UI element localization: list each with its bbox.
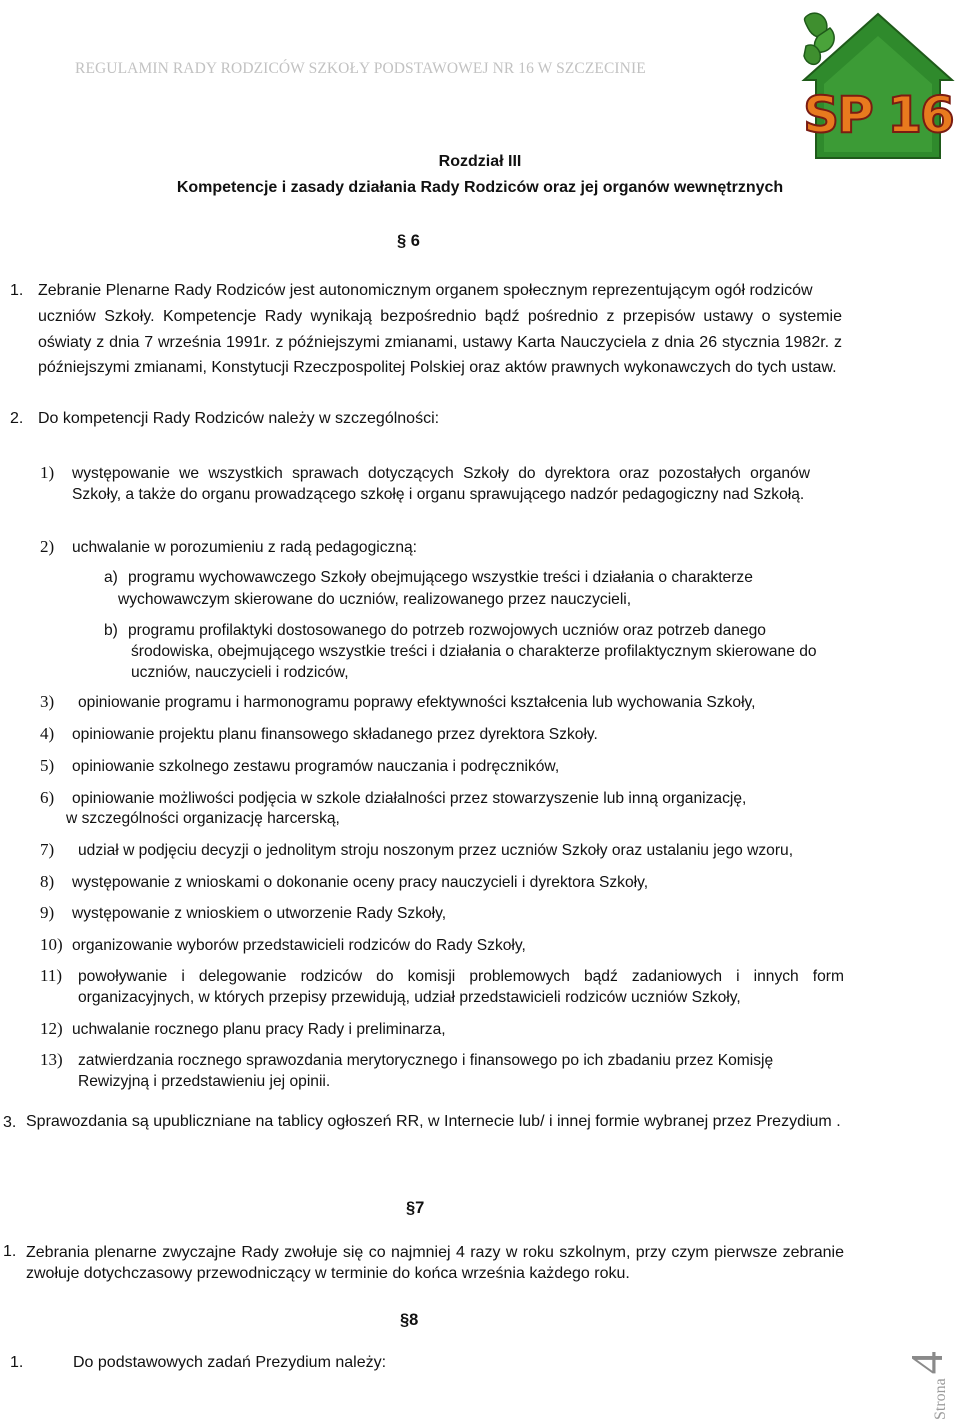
list-item: występowanie z wnioskami o dokonanie oceny pracy nauczycieli i dyrektora Szkoły, (72, 874, 649, 891)
page-number (890, 1340, 950, 1420)
list-item: organizowanie wyborów przedstawicieli rodziców do Rady Szkoły, (72, 937, 526, 954)
running-header: REGULAMIN RADY RODZICÓW SZKOŁY PODSTAWOWEJ NR 16 W SZCZECINIE (75, 60, 646, 77)
list-item-number: 10) (40, 935, 63, 954)
list-item-number: 13) (40, 1050, 63, 1069)
list-item: opiniowanie szkolnego zestawu programów nauczania i podręczników, (72, 758, 560, 775)
section-7-heading: §7 (406, 1199, 425, 1217)
logo-lettering: SP 16 (803, 86, 953, 144)
list-item-number: 12) (40, 1019, 63, 1038)
s6-p1-line1: Zebranie Plenarne Rady Rodziców jest autonomicznym organem społecznym reprezentującym ogół rodziców (38, 282, 813, 299)
subitem-first-line: programu profilaktyki dostosowanego do potrzeb rozwojowych uczniów oraz potrzeb danego (128, 622, 766, 639)
list-item-number: 3) (40, 692, 55, 711)
list-item-number: 11) (40, 966, 63, 985)
list-item-number: 1) (40, 463, 55, 482)
s6-p3-text: Sprawozdania są upubliczniane na tablicy ogłoszeń RR, w Internecie lub/ i innej formie wybranej przez Prezydium . (26, 1113, 841, 1130)
list-item-number: 5) (40, 756, 55, 775)
s6-p2-number: 2. (10, 410, 24, 427)
subitem-label: a) (104, 569, 118, 586)
list-item: opiniowanie możliwości podjęcia w szkole działalności przez stowarzyszenie lub inną organizację, (72, 790, 747, 807)
s8-p1-number: 1. (10, 1354, 24, 1371)
s8-p1-text: Do podstawowych zadań Prezydium należy: (73, 1354, 387, 1371)
chapter-title: Kompetencje i zasady działania Rady Rodziców oraz jej organów wewnętrznych (176, 179, 784, 196)
subitem-text: wychowawczym skierowane do uczniów, realizowanego przez nauczycieli, (118, 591, 632, 608)
list-item-number: 6) (40, 788, 55, 807)
list-item: zatwierdzania rocznego sprawozdania merytorycznego i finansowego po ich zbadaniu przez Komisję Rewizyjną i przedstawieniu jej opinii. (78, 1052, 774, 1090)
section-8-heading: §8 (400, 1311, 419, 1329)
list-item-number: 4) (40, 724, 55, 743)
s6-p2-text: Do kompetencji Rady Rodziców należy w szczególności: (38, 410, 440, 427)
list-item: powoływanie i delegowanie rodziców do komisji problemowych bądź zadaniowych i innych form organizacyjnych, w których przepisy przewidują, udział przedstawicieli rodziców uczniów Szkoły, (78, 968, 844, 1006)
list-item: występowanie we wszystkich sprawach dotyczących Szkoły do dyrektora oraz pozostałych organów Szkoły, a także do organu prowadzącego szkołę i organu sprawującego nadzór pedagogiczny nad Szkołą. (72, 465, 810, 503)
list-item: uchwalanie w porozumieniu z radą pedagogiczną: (72, 539, 418, 556)
list-item-number: 8) (40, 872, 55, 891)
subitem-first-line: programu wychowawczego Szkoły obejmującego wszystkie treści i działania o charakterze (128, 569, 753, 586)
s6-p3-number: 3. (3, 1114, 17, 1131)
s6-p1-number: 1. (10, 282, 24, 299)
school-logo (800, 6, 956, 162)
list-item: opiniowanie projektu planu finansowego składanego przez dyrektora Szkoły. (72, 726, 598, 743)
list-item: uchwalanie rocznego planu pracy Rady i preliminarza, (72, 1021, 446, 1038)
page-label: Strona (932, 1378, 949, 1420)
list-item-number: 7) (40, 840, 55, 859)
list-item: opiniowanie programu i harmonogramu poprawy efektywności kształcenia lub wychowania Szkoły, (78, 694, 756, 711)
subitem-text: środowiska, obejmującego wszystkie treści i działania o charakterze profilaktycznym skierowane do uczniów, nauczycieli i rodziców, (131, 643, 817, 681)
list-item-continuation: w szczególności organizację harcerską, (66, 810, 340, 827)
chapter-label: Rozdział III (438, 153, 522, 170)
list-item: występowanie z wnioskiem o utworzenie Rady Szkoły, (72, 905, 447, 922)
list-item-number: 2) (40, 537, 55, 556)
section-6-heading: § 6 (397, 232, 420, 250)
list-item-number: 9) (40, 903, 55, 922)
s7-p1-number: 1. (3, 1243, 17, 1260)
s7-p1-text: Zebrania plenarne zwyczajne Rady zwołuje się co najmniej 4 razy w roku szkolnym, przy czym pierwsze zebranie zwołuje dotychczasowy przewodniczący w terminie do końca września każdego roku. (26, 1244, 844, 1282)
list-item: udział w podjęciu decyzji o jednolitym stroju noszonym przez uczniów Szkoły oraz ustalaniu jego wzoru, (78, 842, 794, 859)
s6-p1-text: uczniów Szkoły. Kompetencje Rady wynikają bezpośrednio bądź pośrednio z przepisów ustawy o systemie oświaty z dnia 7 września 1991r. z późniejszymi zmianami, ustawy Karta Nauczyciela z dnia 26 stycznia 1982r. z późniejszymi zmianami, Konstytucji Rzeczpospolitej Polskiej oraz aktów prawnych wykonawczych do tych ustaw. (38, 308, 842, 376)
page-number-value: 4 (901, 1351, 952, 1375)
subitem-label: b) (104, 622, 118, 639)
